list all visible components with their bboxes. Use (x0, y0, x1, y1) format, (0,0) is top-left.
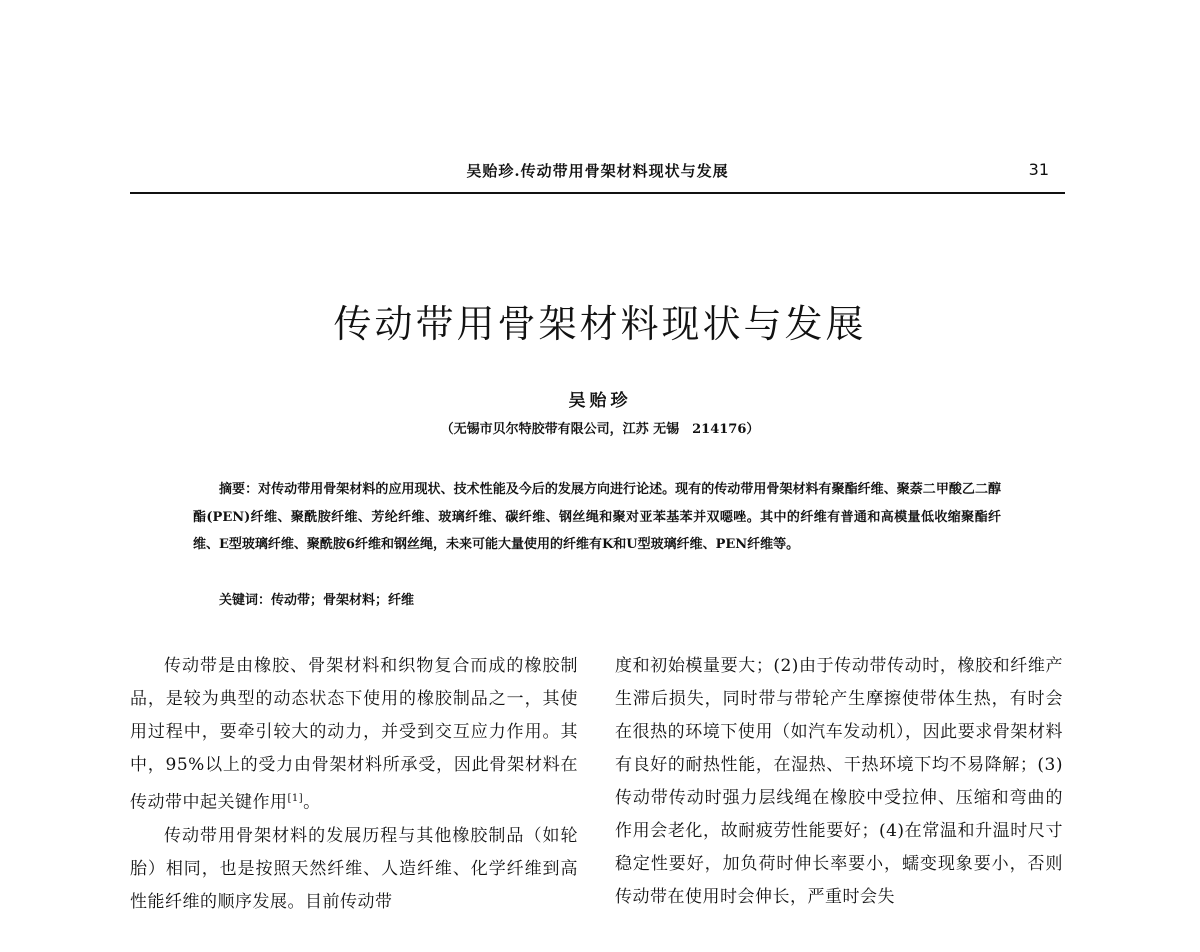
body-text: 传动带是由橡胶、骨架材料和织物复合而成的橡胶制品，是较为典型的动态状态下使用的橡胶制品之一，其使用过程中，要牵引较大的动力，并受到交互应力作用。其中，95%以上的受力由骨架材料所承受，因此骨架材料在传动带中起关键作用 (130, 656, 578, 813)
body-text-end: 。 (303, 792, 321, 813)
body-column-right (615, 650, 1063, 914)
body-paragraph (130, 650, 578, 820)
citation-reference[interactable]: [1] (287, 793, 304, 804)
abstract (193, 476, 1001, 559)
paper-title: 传动带用骨架材料现状与发展 (333, 302, 867, 347)
keywords-text: 传动带；骨架材料；纤维 (271, 593, 415, 608)
author-affiliation: （无锡市贝尔特胶带有限公司，江苏 无锡 214176） (440, 422, 760, 437)
running-title: 吴贻珍.传动带用骨架材料现状与发展 (466, 162, 729, 180)
body-column-left (130, 650, 578, 919)
running-header (130, 152, 1065, 194)
abstract-text: 对传动带用骨架材料的应用现状、技术性能及今后的发展方向进行论述。现有的传动带用骨架材料有聚酯纤维、聚萘二甲酸乙二醇酯(PEN)纤维、聚酰胺纤维、芳纶纤维、玻璃纤维、碳纤维、钢丝绳和聚对亚苯基苯并双噁唑。其中的纤维有普通和高模量低收缩聚酯纤维、E型玻璃纤维、聚酰胺6纤维和钢丝绳，未来可能大量使用的纤维有K和U型玻璃纤维、PEN纤维等。 (193, 482, 1001, 552)
page-number: 31 (1028, 160, 1049, 179)
body-paragraph: 度和初始模量要大；(2)由于传动带传动时，橡胶和纤维产生滞后损失，同时带与带轮产生摩擦使带体生热，有时会在很热的环境下使用（如汽车发动机），因此要求骨架材料有良好的耐热性能，在湿热、干热环境下均不易降解；(3)传动带传动时强力层线绳在橡胶中受拉伸、压缩和弯曲的作用会老化，故耐疲劳性能要好；(4)在常温和升温时尺寸稳定性要好，加负荷时伸长率要小，蠕变现象要小，否则传动带在使用时会伸长，严重时会失 (615, 656, 1063, 907)
author-name: 吴贻珍 (568, 391, 632, 411)
keywords (193, 589, 1001, 608)
body-paragraph: 传动带用骨架材料的发展历程与其他橡胶制品（如轮胎）相同，也是按照天然纤维、人造纤维、化学纤维到高性能纤维的顺序发展。目前传动带 (130, 825, 578, 912)
keywords-label: 关键词： (219, 593, 272, 608)
abstract-label: 摘要： (219, 482, 259, 497)
